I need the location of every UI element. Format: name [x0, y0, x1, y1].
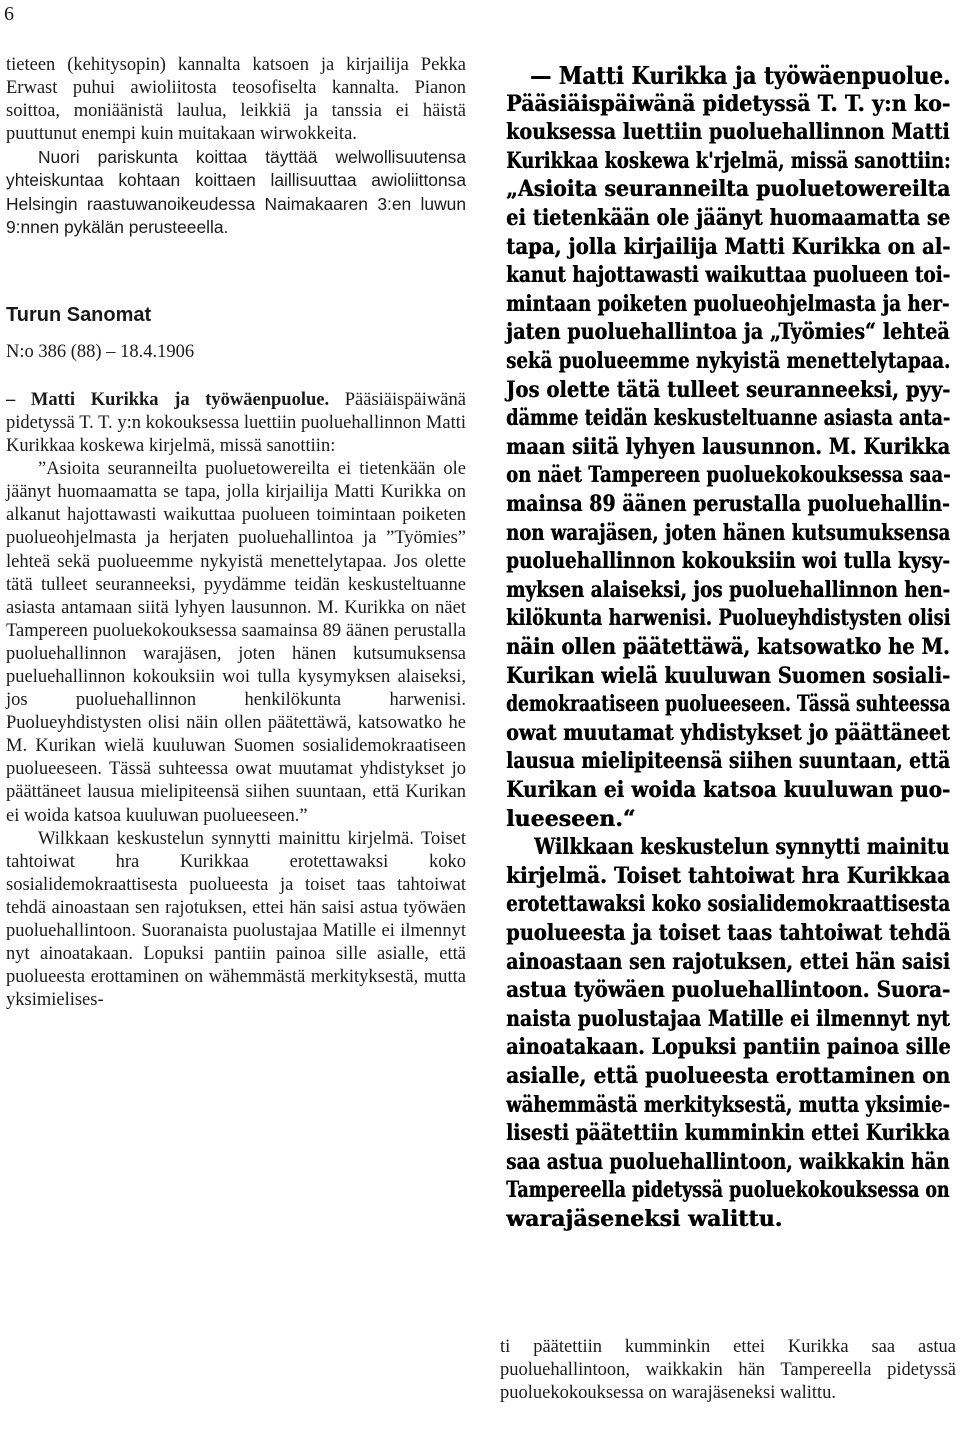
- article-transcription: [6, 389, 466, 1013]
- clipping-line: „Asioita seuranneilta puoluetowereilta: [506, 176, 951, 203]
- clipping-line: maan siitä lyhyen lausunnon. M. Kurikka: [506, 433, 950, 460]
- clipping-line: Tampereella pidetyssä puoluekokouksessa on: [506, 1177, 950, 1204]
- clipping-line: ainoastaan sen rajotuksen, ettei hän saisi: [506, 948, 950, 975]
- clipping-line: kirjelmä. Toiset tahtoiwat hra Kurikkaa: [506, 862, 950, 889]
- right-column-text: [500, 1336, 956, 1405]
- clipping-line: owat muutamat yhdistykset jo päättäneet: [506, 719, 950, 746]
- clipping-line: lisesti päätettiin kumminkin ettei Kurikka: [506, 1120, 950, 1147]
- clipping-line: tapa, jolla kirjailija Matti Kurikka on al-: [506, 233, 951, 260]
- clipping-line: kilökunta harwenisi. Puolueyhdistysten olisi: [506, 605, 951, 632]
- clipping-line: Kurikan wielä kuuluwan Suomen sosiali-: [506, 662, 951, 689]
- clipping-line: sekä puolueemme nykyistä menettelytapaa.: [506, 348, 951, 374]
- clipping-line: kanut hajottawasti waikuttaa puolueen toi-: [506, 262, 951, 289]
- clipping-line: dämme teidän keskusteltuanne asiasta anta-: [506, 405, 951, 432]
- clipping-line: demokraatiseen puolueeseen. Tässä suhteessa: [506, 691, 951, 718]
- clipping-line: lueeseen.“: [506, 805, 636, 832]
- clipping-line: Wilkkaan keskustelun synnytti mainitu: [534, 834, 950, 861]
- clipping-line: astua työwäen puoluehallintoon. Suora-: [506, 977, 951, 1004]
- clipping-line: warajäseneksi walittu.: [506, 1206, 783, 1232]
- article-headline: – Matti Kurikka ja työwäenpuolue.: [6, 389, 330, 410]
- article-quote: ”Asioita seuranneilta puoluetowereilta ei tietenkään ole jäänyt huomaamatta se tapa, jolla kirjailija Matti Kurikka on alkanut hajottawasti waikuttaa puolueen toimintaan poiketen puolueohjelmasta ja herjaten puoluehallintoa ja ”Työmies” lehteä sekä puolueemme nykyistä menettelytapaa. Jos olette tätä tulleet seuranneeksi, pyydämme teidän keskusteltuanne asiasta antamaan siitä lyhyen lausunnon. M. Kurikka on näet Tampereen puoluekokouksessa saamainsa 89 äänen perustalla puoluehallinnon warajäsen, joten hänen kutsumuksensa pueluehallinnon kokouksiin woi tulla kysymyksen alaiseksi, jos puoluehallinnon henkilökunta harwenisi. Puolueyhdistysten olisi näin ollen päätettäwä, katsowatko he M. Kurikan wielä kuuluwan Suomen sosialidemokraatiseen puolueeseen. Tässä suhteessa owat muutamat yhdistykset jo päättäneet lausua mielipiteensä siihen suuntaan, että Kurikan ei woida katsoa kuuluwan puolueeseen.”: [6, 459, 466, 826]
- clipping-line: naista puolustajaa Matille ei ilmennyt nyt: [506, 1005, 950, 1032]
- clipping-line: ainoatakaan. Lopuksi pantiin painoa sille: [506, 1034, 951, 1061]
- clipping-line: Jos olette tätä tulleet seuranneeksi, pyy-: [506, 376, 951, 403]
- article-intro: Pääsiäispäiwänä pidetyssä T. T. y:n kokouksessa luettiin puoluehallinnon Matti Kurikkaa koskewa kirjelmä, missä sanottiin:: [6, 389, 466, 457]
- clipping-line: — Matti Kurikka ja työwäenpuolue.: [530, 61, 951, 90]
- clipping-line: mainsa 89 äänen perustalla puoluehallin-: [506, 491, 950, 517]
- clipping-line: mintaan poiketen puolueohjelmasta ja her-: [506, 290, 950, 317]
- clipping-line: myksen alaiseksi, jos puoluehallinnon hen-: [506, 576, 951, 603]
- paragraph-wedding-continued: tieteen (kehitysopin) kannalta katsoen ja kirjailija Pekka Erwast puhui awioliitosta teosofiselta kannalta. Pianon soittoa, moniäänistä laulua, leikkiä ja tanssia ei häistä puuttunut enempi kuin muitakaan wirwokkeita.: [6, 55, 466, 145]
- page-number: 6: [4, 3, 14, 25]
- newspaper-clipping-image: [500, 56, 956, 1289]
- right-paragraph: ti päätettiin kumminkin ettei Kurikka saa astua puoluehallintoon, waikkakin hän Tampereella pidetyssä puoluekokouksessa on warajäseneksi walittu.: [500, 1337, 956, 1404]
- clipping-line: puolueesta ja toiset taas tahtoiwat tehdä: [506, 920, 951, 946]
- clipping-line: wähemmästä merkityksestä, mutta yksimie-: [506, 1091, 950, 1118]
- article-discussion: Wilkkaan keskustelun synnytti mainittu kirjelmä. Toiset tahtoiwat hra Kurikkaa erotettawaksi koko sosialidemokraattisesta puolueesta ja toiset taas tahtoiwat tehdä ainoastaan sen rajotuksen, ettei hän saisi astua työwäen puoluehallintoon. Suoranaista puolustajaa Matille ei ilmennyt nyt ainoatakaan. Lopuksi pantiin painoa sille asialle, että puolueesta erottaminen on wähemmästä merkityksestä, mutta yksimielises-: [6, 828, 466, 1011]
- clipping-line: ei tietenkään ole jäänyt huomaamatta se: [506, 205, 951, 231]
- clipping-line: lausua mielipiteensä siihen suuntaan, että: [506, 748, 951, 775]
- clipping-line: jaten puoluehallintoa ja „Työmies“ lehteä: [506, 319, 950, 346]
- clipping-line: näin ollen päätettäwä, katsowatko he M.: [506, 634, 950, 660]
- paragraph-marriage-note: Nuori pariskunta koittaa täyttää welwollisuutensa yhteiskuntaa kohtaan koittaen laillisuuttaa awioliittonsa Helsingin raastuwanoikeudessa Naimakaaren 3:en luwun 9:nnen pykälän perusteeella.: [6, 147, 466, 237]
- clipping-line: kouksessa luettiin puoluehallinnon Matti: [506, 119, 950, 146]
- clipping-line: on näet Tampereen puoluekokouksessa saa-: [506, 462, 951, 489]
- clipping-line: non warajäsen, joten hänen kutsumuksensa: [506, 519, 951, 546]
- clipping-line: erotettawaksi koko sosialidemokraattisesta: [506, 891, 951, 918]
- clipping-line: Pääsiäispäiwänä pidetyssä T. T. y:n ko-: [506, 90, 951, 117]
- clipping-line: puoluehallinnon kokouksiin woi tulla kysy-: [506, 548, 950, 575]
- source-title: Turun Sanomat: [6, 303, 152, 326]
- clipping-line: Kurikan ei woida katsoa kuuluwan puo-: [506, 777, 951, 803]
- left-column: [6, 54, 466, 1012]
- source-issue: N:o 386 (88) – 18.4.1906: [6, 341, 195, 362]
- clipping-line: saa astua puoluehallintoon, waikkakin hän: [506, 1148, 950, 1175]
- clipping-line: asialle, että puolueesta erottaminen on: [506, 1063, 951, 1089]
- clipping-line: Kurikkaa koskewa k'rjelmä, missä sanottiin:: [506, 147, 951, 174]
